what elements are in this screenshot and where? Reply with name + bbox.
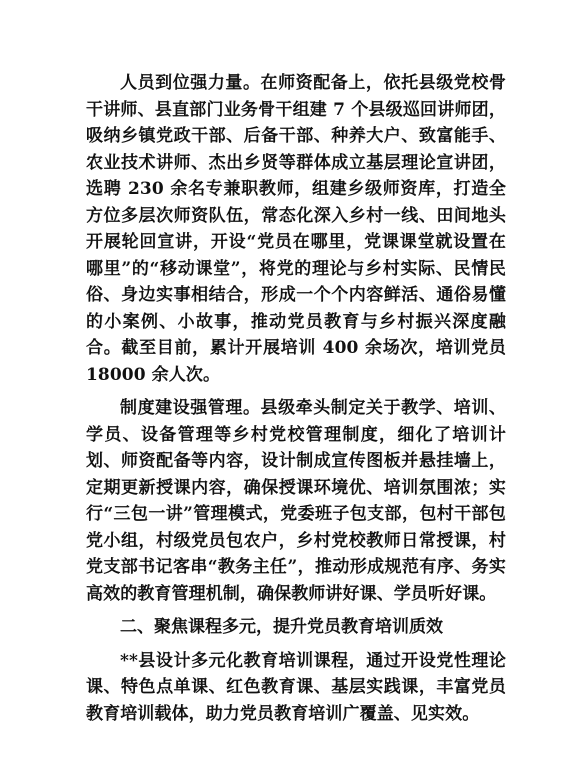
paragraph-curriculum: **县设计多元化教育培训课程，通过开设党性理论课、特色点单课、红色教育课、基层实践课，丰富党员教育培训载体，助力党员教育培训广覆盖、见实效。 — [86, 650, 506, 724]
document-body — [86, 70, 506, 727]
paragraph-staffing: 人员到位强力量。在师资配备上，依托县级党校骨干讲师、县直部门业务骨干组建 7 个县级巡回讲师团，吸纳乡镇党政干部、后备干部、种养大户、致富能手、农业技术讲师、杰出乡贤等群体成立基层理论宣讲团，选聘 230 余名专兼职教师，组建乡级师资库，打造全方位多层次师资队伍，常态化深入乡村一线、田间地头开展轮回宣讲，开设“党员在哪里，党课课堂就设置在哪里”的“移动课堂”，将党的理论与乡村实际、民情民俗、身边实事相结合，形成一个个内容鲜活、通俗易懂的小案例、小故事，推动党员教育与乡村振兴深度融合。截至目前，累计开展培训 400 余场次，培训党员 18000 余人次。 — [86, 73, 506, 385]
paragraph-spacer — [86, 388, 506, 395]
paragraph-spacer — [86, 607, 506, 614]
section-heading: 二、聚焦课程多元，提升党员教育培训质效 — [120, 617, 443, 637]
paragraph-institution-building: 制度建设强管理。县级牵头制定关于教学、培训、学员、设备管理等乡村党校管理制度，细化了培训计划、师资配备等内容，设计制成宣传图板并悬挂墙上，定期更新授课内容，确保授课环境优、培训氛围浓；实行“三包一讲”管理模式，党委班子包支部，包村干部包党小组，村级党员包农户，乡村党校教师日常授课，村党支部书记客串“教务主任”，推动形成规范有序、务实高效的教育管理机制，确保教师讲好课、学员听好课。 — [86, 398, 506, 604]
paragraph-spacer — [86, 641, 506, 648]
